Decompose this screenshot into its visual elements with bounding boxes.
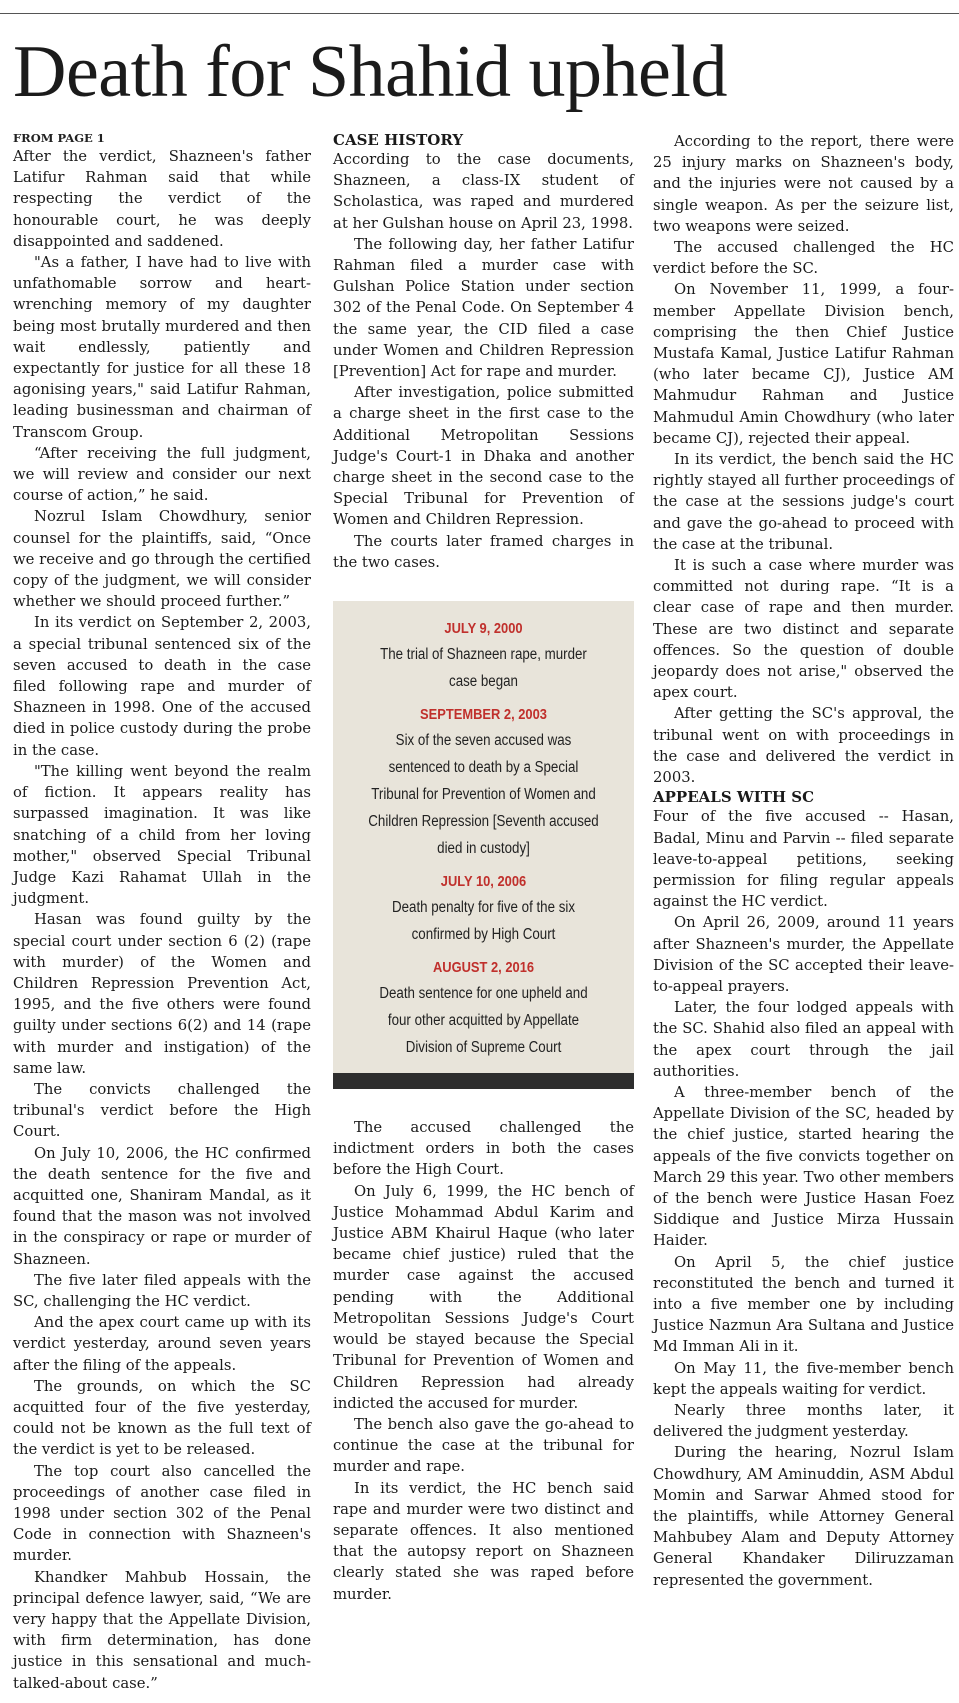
paragraph: Hasan was found guilty by the special court under section 6 (2) (rape with murder) of the Women and Children Repression Prevention Act, 1995, and the five others were found guilty under sections 6(2) and 14 (rape with murder and instigation) of the same law. [13, 911, 311, 1077]
paragraph: The top court also cancelled the proceedings of another case filed in 1998 under section 302 of the Penal Code in connection with Shazneen's murder. [13, 1462, 311, 1565]
paragraph: Nozrul Islam Chowdhury, senior counsel for the plaintiffs, said, “Once we receive and go through the certified copy of the judgment, we will consider whether we should proceed further.” [13, 508, 311, 611]
paragraph: And the apex court came up with its verdict yesterday, around seven years after the filing of the appeals. [13, 1314, 311, 1374]
paragraph: "As a father, I have had to live with unfathomable sorrow and heart-wrenching memory of my daughter being most brutally murdered and then wait endlessly, patiently and expectantly for justice for all these 18 agonising years," said Latifur Rahman, leading businessman and chairman of Transcom Group. [13, 254, 311, 441]
paragraph: Four of the five accused -- Hasan, Badal, Minu and Parvin -- filed separate leave-to-appeal petitions, seeking permission for filing regular appeals against the HC verdict. [653, 808, 954, 911]
paragraph: On April 26, 2009, around 11 years after Shazneen's murder, the Appellate Division of the SC accepted their leave-to-appeal prayers. [653, 914, 954, 995]
continuation-label: FROM PAGE 1 [13, 131, 105, 145]
paragraph: According to the case documents, Shazneen, a class-IX student of Scholastica, was raped and murdered at her Gulshan house on April 23, 1998. [333, 151, 634, 232]
column-3 [653, 131, 954, 1591]
column-2 [333, 131, 634, 1605]
timeline-text: Death penalty for five of the six confirmed by High Court [391, 899, 576, 944]
timeline-date: AUGUST 2, 2016 [432, 959, 535, 977]
timeline-text: The trial of Shazneen rape, murder case began [380, 646, 587, 691]
headline: Death for Shahid upheld [13, 31, 727, 113]
paragraph: After getting the SC's approval, the tribunal went on with proceedings in the case and delivered the verdict in 2003. [653, 705, 954, 787]
paragraph: A three-member bench of the Appellate Division of the SC, headed by the chief justice, started hearing the appeals of the five convicts together on March 29 this year. Two other members of the bench were Justice Hasan Foez Siddique and Justice Mirza Hussain Haider. [653, 1083, 954, 1250]
timeline-box [333, 601, 634, 1073]
case-history-continued [333, 1117, 634, 1605]
paragraph: "The killing went beyond the realm of fiction. It appears reality has surpassed imagination. It was like snatching of a child from her loving mother," observed Special Tribunal Judge Kazi Rahamat Ullah in the judgment. [13, 762, 311, 908]
paragraph: The convicts challenged the tribunal's verdict before the High Court. [13, 1080, 311, 1141]
timeline-date: JULY 9, 2000 [444, 620, 523, 638]
paragraph: During the hearing, Nozrul Islam Chowdhury, AM Aminuddin, ASM Abdul Momin and Sarwar Ahmed stood for the plaintiffs, while Attorney General Mahbubey Alam and Deputy Attorney General Khandaker Diliruzzaman represented the government. [653, 1444, 954, 1589]
paragraph: The accused challenged the HC verdict before the SC. [653, 239, 954, 278]
paragraph: On May 11, the five-member bench kept the appeals waiting for verdict. [653, 1359, 954, 1398]
top-rule [0, 13, 959, 14]
paragraph: The following day, her father Latifur Rahman filed a murder case with Gulshan Police Station under section 302 of the Penal Code. On September 4 the same year, the CID filed a case under Women and Children Repression [Prevention] Act for rape and murder. [333, 235, 634, 381]
column-1 [13, 131, 311, 1694]
paragraph: Nearly three months later, it delivered the judgment yesterday. [653, 1401, 954, 1441]
paragraph: After investigation, police submitted a charge sheet in the first case to the Additional Metropolitan Sessions Judge's Court-1 in Dhaka and another charge sheet in the second case to the Special Tribunal for Prevention of Women and Children Repression. [333, 384, 634, 529]
paragraph: After the verdict, Shazneen's father Latifur Rahman said that while respecting the verdict of the honourable court, he was deeply disappointed and saddened. [13, 148, 311, 250]
timeline-text: Six of the seven accused was sentenced to death by a Special Tribunal for Prevention of Women and Children Repression [Seventh accused died in custody] [368, 732, 599, 858]
paragraph: On July 10, 2006, the HC confirmed the death sentence for the five and acquitted one, Shaniram Mandal, as it found that the mason was not involved in the conspiracy or rape or murder of Shazneen. [13, 1144, 311, 1268]
section-heading-case-history: CASE HISTORY [333, 131, 464, 149]
paragraph: On July 6, 1999, the HC bench of Justice Mohammad Abdul Karim and Justice ABM Khairul Haque (who later became chief justice) ruled that the murder case against the accused pending with the Additional Metropolitan Sessions Judge's Court would be stayed because the Special Tribunal for Prevention of Women and Children Repression had already indicted the accused for murder. [333, 1182, 634, 1412]
timeline-text: Death sentence for one upheld and four other acquitted by Appellate Division of Supreme Court [379, 985, 588, 1057]
timeline-date: SEPTEMBER 2, 2003 [420, 706, 547, 724]
paragraph: According to the report, there were 25 injury marks on Shazneen's body, and the injuries were not caused by a single weapon. As per the seizure list, two weapons were seized. [653, 133, 954, 235]
section-heading-appeals: APPEALS WITH SC [653, 788, 815, 807]
paragraph: “After receiving the full judgment, we will review and consider our next course of action,” he said. [13, 444, 311, 505]
paragraph: On November 11, 1999, a four-member Appellate Division bench, comprising the then Chief Justice Mustafa Kamal, Justice Latifur Rahman (who later became CJ), Justice AM Mahmudur Rahman and Justice Mahmudul Amin Chowdhury (who later became CJ), rejected their appeal. [653, 281, 954, 447]
timeline-bottom-bar [333, 1073, 634, 1089]
paragraph: The grounds, on which the SC acquitted four of the five yesterday, could not be known as the full text of the verdict is yet to be released. [13, 1377, 311, 1459]
timeline-date: JULY 10, 2006 [440, 873, 527, 891]
paragraph: In its verdict on September 2, 2003, a special tribunal sentenced six of the seven accused to death in the case filed following rape and murder of Shazneen in 1998. One of the accused died in police custody during the probe in the case. [13, 614, 311, 759]
paragraph: Later, the four lodged appeals with the SC. Shahid also filed an appeal with the apex court through the jail authorities. [653, 999, 954, 1080]
paragraph: The five later filed appeals with the SC, challenging the HC verdict. [13, 1271, 311, 1310]
paragraph: The accused challenged the indictment orders in both the cases before the High Court. [333, 1119, 634, 1179]
paragraph: The bench also gave the go-ahead to continue the case at the tribunal for murder and rape. [333, 1415, 634, 1476]
paragraph: On April 5, the chief justice reconstituted the bench and turned it into a five member one by including Justice Nazmun Ara Sultana and Justice Md Imman Ali in it. [653, 1253, 954, 1356]
paragraph: It is such a case where murder was committed not during rape. “It is a clear case of rape and then murder. These are two distinct and separate offences. So the question of double jeopardy does not arise," observed the apex court. [653, 557, 954, 702]
paragraph: The courts later framed charges in the two cases. [333, 532, 634, 571]
paragraph: Khandker Mahbub Hossain, the principal defence lawyer, said, “We are very happy that the Appellate Division, with firm determination, has done justice in this sensational and much-talked-about case.” [13, 1568, 311, 1692]
paragraph: In its verdict, the HC bench said rape and murder were two distinct and separate offences. It also mentioned that the autopsy report on Shazneen clearly stated she was raped before murder. [333, 1479, 634, 1603]
paragraph: In its verdict, the bench said the HC rightly stayed all further proceedings of the case at the sessions judge's court and gave the go-ahead to proceed with the case at the tribunal. [653, 451, 954, 553]
